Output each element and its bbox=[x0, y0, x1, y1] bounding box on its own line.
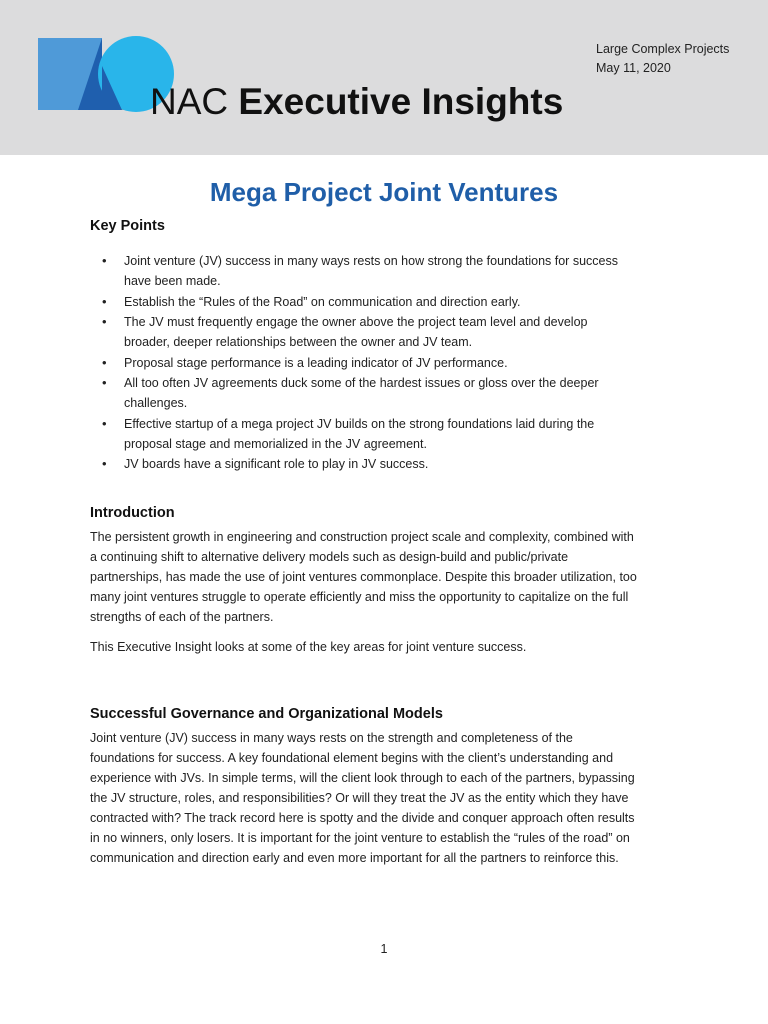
header-meta bbox=[596, 40, 729, 78]
brand-prefix: NAC bbox=[150, 81, 229, 122]
key-points-list bbox=[90, 251, 630, 475]
introduction-heading: Introduction bbox=[90, 505, 175, 521]
report-date: May 11, 2020 bbox=[596, 61, 671, 75]
key-points-heading: Key Points bbox=[90, 218, 165, 234]
brand-title bbox=[150, 78, 563, 126]
brand-suffix: Executive Insights bbox=[238, 81, 564, 122]
header-band bbox=[0, 0, 768, 155]
key-point-item: • Establish the “Rules of the Road” on communication and direction early. bbox=[90, 292, 630, 312]
governance-paragraph: Joint venture (JV) success in many ways rests on the strength and completeness of the foundations for success. A key foundational element begins with the client’s understanding and experience with JVs. In simple terms, will the client look through to each of the partners, bypassing the JV structure, roles, and responsibilities? Or will they treat the JV as the entity which they have contracted with? The track record here is spotty and the divide and conquer approach often results in no winners, only losers. It is important for the joint venture to establish the “rules of the road” on communication and direction early and even more important for all the partners to reinforce this. bbox=[90, 731, 635, 865]
page-number: 1 bbox=[380, 942, 388, 956]
key-point-item: • The JV must frequently engage the owner above the project team level and develop broader, deeper relationships between the owner and JV team. bbox=[90, 312, 630, 352]
key-point-item: • JV boards have a significant role to play in JV success. bbox=[90, 454, 630, 474]
introduction-paragraph: The persistent growth in engineering and construction project scale and complexity, combined with a continuing shift to alternative delivery models such as design-build and public/private partnerships, has made the use of joint ventures commonplace. Despite this broader utilization, too many joint ventures struggle to operate efficiently and miss the opportunity to capitalize on the full strengths of each of the partners. bbox=[90, 530, 637, 624]
key-point-item: • Effective startup of a mega project JV builds on the strong foundations laid during the proposal stage and memorialized in the JV agreement. bbox=[90, 414, 630, 454]
key-point-item: • Proposal stage performance is a leading indicator of JV performance. bbox=[90, 353, 630, 373]
introduction-paragraph: This Executive Insight looks at some of the key areas for joint venture success. bbox=[90, 640, 527, 654]
governance-heading: Successful Governance and Organizational Models bbox=[90, 706, 443, 722]
key-point-item: • All too often JV agreements duck some of the hardest issues or gloss over the deeper challenges. bbox=[90, 373, 630, 413]
document-title: Mega Project Joint Ventures bbox=[209, 177, 559, 207]
key-point-item: • Joint venture (JV) success in many ways rests on how strong the foundations for success have been made. bbox=[90, 251, 630, 291]
report-category: Large Complex Projects bbox=[596, 42, 730, 56]
